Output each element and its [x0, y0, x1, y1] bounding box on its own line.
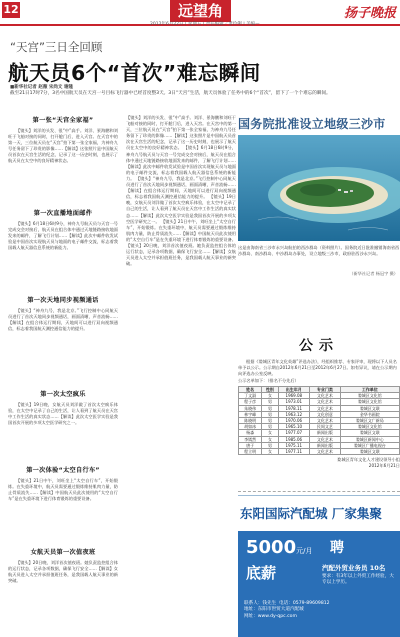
notice-subtitle: 公示名单如下：（排名不分先后）	[238, 378, 299, 383]
table-cell: 男	[262, 405, 278, 411]
divider	[238, 491, 400, 492]
table-cell: 1970.06	[278, 418, 310, 424]
article-body	[8, 115, 236, 637]
table-cell: 婺城区广播电视台	[340, 442, 399, 448]
ad-company: 东阳国际汽配城 厂家集聚	[240, 506, 382, 521]
table-cell: 朱晓伟	[239, 405, 262, 411]
table-cell: 陈晓明	[239, 418, 262, 424]
ad-base: 底薪	[246, 564, 277, 582]
table-cell: 1985.06	[278, 436, 310, 442]
table-cell: 丁文淑	[239, 393, 262, 399]
table-cell: 文化艺术	[310, 405, 341, 411]
recruitment-ad	[238, 495, 400, 637]
page-number: 12	[3, 3, 19, 16]
table-cell: 新闻出版	[310, 442, 341, 448]
ad-position: 汽配外贸业务员 10名	[322, 564, 386, 572]
table-cell: 女	[262, 436, 278, 442]
date-line: 2012年6月22日 | 星期五 | 责任编辑／萧伶俐 | 美编—	[150, 22, 260, 27]
continuation-4: 【镜头】19日晚，女航天员刘洋做了首次太空疯乐体验，在太空中记录了自己的生活，让人看到了航天员在天宫中工作生活的真实状态……【解读】此次太空医学实验是我国首次开展的多项太空医学研究之一。	[126, 194, 236, 224]
section-heading: 女航天员第一次值夜班	[30, 549, 96, 556]
table-cell: 婺城区文化馆	[340, 424, 399, 430]
continuation-6: 【镜头】20日晚，刘洋首次值夜班。她负责监控组合体的运行状态，记录各项数据，确保飞行安全……【解读】女航天员进入太空并承担值班任务，是我国载人航天事业的新突破。	[126, 242, 236, 267]
notice-signature	[238, 457, 400, 469]
col-field: 专业门类	[310, 387, 341, 393]
continuation-1: 【镜头】刘洋的头发、很“中”高手。刘洋、景海鹏和刘旺于飞船对接的同时，打开舱门后，进入天宫。在天宫中的第一天，三位航天员在“天宫”拍下第一张全家福，为神舟九号任务留下了珍贵的影像……【解读】这张照片是中国航天员首次在天宫生活的纪念，记录了这一历史时刻，也展示了航天员在太空中的良好精神状态。	[126, 115, 236, 151]
section-6	[8, 547, 118, 637]
notice-title: 公示	[299, 338, 339, 354]
section-text: 【镜头】20日晚，刘洋首次值夜班。她负责监控组合体的运行状态，记录各项数据，确保飞行安全……【解读】女航天员进入太空并承担值班任务，是我国载人航天事业的新突破。	[8, 560, 118, 584]
table-row	[239, 449, 400, 455]
table-cell: 1963.12	[278, 411, 310, 417]
continuation-5: 【镜头】21日中午，刘旺坐上“太空自行车”，开始锻炼。在失重环境中，航天员需要通过锻炼维持肌肉力量，防止骨质流失……【解读】中国航天员此次使用的“太空自行车”是在失重环境下进行体育锻炼的重要设备。	[126, 218, 236, 242]
section-heading: 第一次太空疯乐	[40, 391, 86, 398]
article-kicker: “天宫”三日全回顾	[10, 40, 103, 54]
table-cell: 女	[262, 393, 278, 399]
table-cell: 1969.08	[278, 393, 310, 399]
table-cell: 程立明	[239, 449, 262, 455]
section-heading: 第一次体验“太空自行车”	[26, 467, 100, 474]
table-cell: 男	[262, 411, 278, 417]
table-cell: 女	[262, 449, 278, 455]
table-cell: 新闻出版	[310, 430, 341, 436]
table-cell: 文化艺术	[310, 436, 341, 442]
ad-hire: 聘	[330, 540, 344, 556]
table-cell: 婺城区新闻中心	[340, 436, 399, 442]
section-2	[8, 208, 118, 295]
table-cell: 男	[262, 418, 278, 424]
table-cell: 文化艺术	[310, 393, 341, 399]
notice-org: 婺城区青年文化人才建设领导小组	[337, 457, 400, 463]
public-notice	[238, 335, 400, 469]
col-name: 姓名	[239, 387, 262, 393]
ad-salary: 5000元/月	[246, 537, 313, 558]
article-lead: 截至21日17时7分，3名中国航天员在天宫一号目标飞行器中已经首度整3天。3日“天宫”生活，航天员体验了任务中的6个“首次”，留下了一个个难忘的瞬间。	[10, 91, 331, 96]
ad-contact	[244, 601, 398, 620]
story-continuation	[126, 115, 236, 625]
story-column-right	[126, 115, 236, 637]
section-4	[8, 389, 118, 464]
continuation-2: 【镜头】6月18日6时9分，神舟九号航天员与天宫一号完成交会对接后，航天员在组合体中通过天地链路接收地面发来的邮件，了解飞行计划……【解读】此次中邮件收发试验是中国首次实现航天员与地面的电子邮件交流，标志着我国载人航天器信息系统的新能力。	[126, 145, 236, 181]
table-cell: 文化艺术	[310, 399, 341, 405]
ad-panel	[238, 531, 400, 637]
table-cell: 1973.01	[278, 399, 310, 405]
photo-credit: （新华社记者 杨冠宇 摄）	[349, 271, 398, 276]
table-cell: 婺城区文联	[340, 405, 399, 411]
notice-body: 根据《婺城区青年文化英雄”评选办法》，经组织推荐、专家评审，现将以下人员名单予以公示。公示期自2012年6月21日至2012年6月27日。如有异议，请在公示期内向评选办公室反映。	[238, 359, 397, 376]
news-title: 国务院批准设立地级三沙市	[238, 117, 386, 131]
section-text: 【镜头】19日晚，女航天员刘洋做了首次太空疯乐体验，在太空中记录了自己的生活，让人看到了航天员在天宫中工作生活的真实状态……【解读】此次太空医学实验是我国首次开展的多项太空医学研究之一。	[8, 402, 118, 426]
section-heading: 第一次天地同步视频通话	[27, 297, 99, 304]
photo-caption: 这是由海南省三沙市永兴岛航拍的西沙群岛（资料照片）。国务院近日批准撤销海南省西沙群岛、南沙群岛、中沙群岛办事处，设立地级三沙市，政府驻西沙永兴岛。	[238, 245, 400, 256]
table-cell: 婺城区文化馆	[340, 399, 399, 405]
table-cell: 1977.07	[278, 430, 310, 436]
story-column-left	[8, 115, 118, 637]
table-cell: 文化创意	[310, 411, 341, 417]
sansha-news	[238, 115, 400, 327]
table-cell: 1977.11	[278, 449, 310, 455]
continuation-3: 【镜头】“神舟九号，我是北京。”飞行控制中心同航天员进行了首次天地同步视频通话，画面清晰，声音流畅……【解读】在组合体运行期间，天地间可以进行双向视频通信，标志着我国航天测控通信能力的提升。	[126, 175, 236, 200]
table-cell: 男	[262, 442, 278, 448]
section-5	[8, 465, 118, 546]
ad-requirement: 要求：有3年以上外贸工作经验，大专以上学历。	[322, 574, 394, 585]
section-3	[8, 295, 118, 388]
section-text: 【镜头】“神舟九号，我是北京。”飞行控制中心同航天员进行了首次天地同步视频通话，画面清晰，声音流畅……【解读】在组合体运行期间，天地间可以进行双向视频通信，标志着我国航天测控通信能力的提升。	[8, 308, 118, 332]
ad-address: 地址：东阳市世贸大道汽配城	[244, 607, 304, 613]
island-photo	[238, 135, 400, 241]
masthead	[0, 0, 400, 26]
ad-header	[238, 495, 400, 531]
column-title: 远望角	[170, 0, 231, 22]
section-1	[8, 115, 118, 208]
table-cell: 婺城区文联	[340, 449, 399, 455]
article-byline: ■新华社记者 赵薇 宋尚文 谢隆	[10, 85, 73, 90]
table-cell: 女	[262, 430, 278, 436]
table-cell: 1978.11	[278, 405, 310, 411]
table-cell: 杨淼	[239, 430, 262, 436]
paper-name: 扬子晚报	[343, 6, 396, 21]
ad-website[interactable]: 网址：www.dy-qpc.com	[244, 613, 297, 619]
table-cell: 文化艺术	[310, 449, 341, 455]
section-heading: 第一张“天宫全家福”	[32, 117, 94, 124]
notice-table	[238, 386, 400, 455]
notice-date: 2012年6月21日	[368, 463, 400, 469]
section-heading: 第一次直播地面邮件	[33, 210, 93, 217]
col-birth: 出生年月	[278, 387, 310, 393]
table-cell: 男	[262, 399, 278, 405]
section-text: 【镜头】刘洋的头发、很“中”高手。刘洋、景海鹏和刘旺于飞船对接的同时，打开舱门后，进入天宫。在天宫中的第一天，三位航天员在“天宫”拍下第一张全家福，为神舟九号任务留下了珍贵的影像……【解读】这张照片是中国航天员首次在天宫生活的纪念，记录了这一历史时刻，也展示了航天员在太空中的良好精神状态。	[8, 128, 118, 164]
table-cell: 民间文艺	[310, 424, 341, 430]
table-cell: 1975.11	[278, 442, 310, 448]
table-cell: 金华书画院	[340, 411, 399, 417]
table-cell: 婺城区文联	[340, 430, 399, 436]
col-gender: 性别	[262, 387, 278, 393]
ad-contact-person: 联系人：钱先生 电话：0579-89609812	[244, 601, 330, 606]
table-cell: 男	[262, 424, 278, 430]
section-text: 【镜头】6月18日6时9分，神舟九号航天员与天宫一号完成交会对接后，航天员在组合体中通过天地链路接收地面发来的邮件，了解飞行计划……【解读】此次中邮件收发试验是中国首次实现航天员与地面的电子邮件交流，标志着我国载人航天器信息系统的新能力。	[8, 221, 118, 251]
article-headline: 航天员6个“首次”难忘瞬间	[8, 61, 261, 85]
section-text: 【镜头】21日中午，刘旺坐上“太空自行车”，开始锻炼。在失重环境中，航天员需要通过锻炼维持肌肉力量，防止骨质流失……【解读】中国航天员此次使用的“太空自行车”是在失重环境下进行体育锻炼的重要设备。	[8, 478, 118, 502]
table-cell: 林宇峰	[239, 411, 262, 417]
col-employer: 工作单位	[340, 387, 399, 393]
table-cell: 1965.10	[278, 424, 310, 430]
table-cell: 胡如冰	[239, 424, 262, 430]
table-cell: 程子彦	[239, 399, 262, 405]
table-cell: 唐于	[239, 442, 262, 448]
table-cell: 文化艺术	[310, 418, 341, 424]
table-cell: 李嫣然	[239, 436, 262, 442]
table-cell: 婺城区文广新局	[340, 418, 399, 424]
table-cell: 婺城区文化馆	[340, 393, 399, 399]
